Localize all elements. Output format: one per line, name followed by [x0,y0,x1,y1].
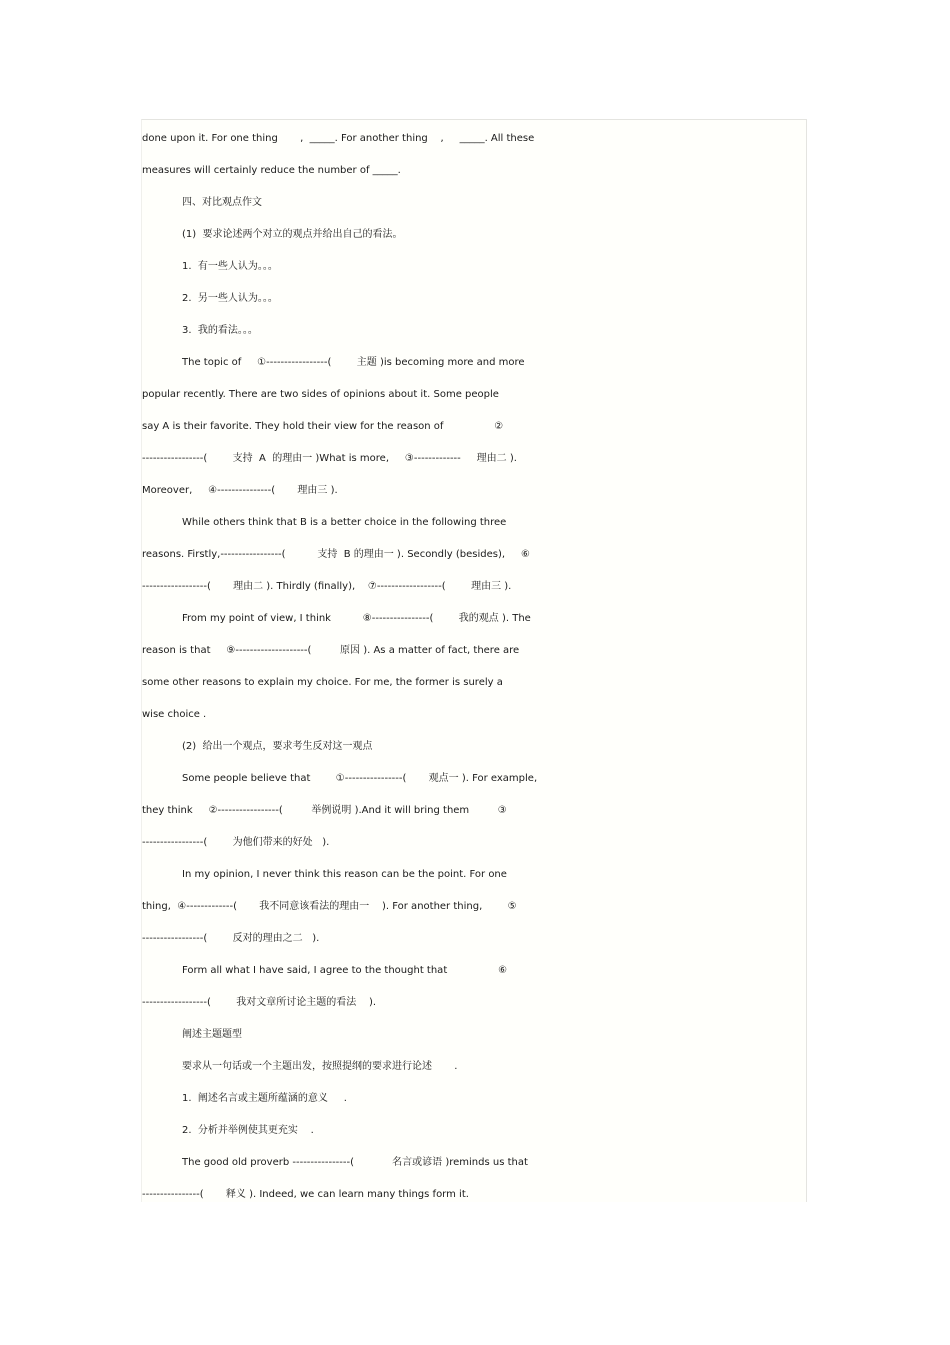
document-page [141,119,807,1202]
text-line: they think ②-----------------( 举例说明 ).And it will bring them ③ [142,805,507,816]
text-line: Form all what I have said, I agree to the thought that ⑥ [182,965,508,976]
text-line: In my opinion, I never think this reason can be the point. For one [182,869,507,880]
text-line: (2) 给出一个观点，要求考生反对这一观点 [182,741,373,752]
list-item: 2. 分析并举例使其更充实 . [182,1125,314,1136]
text-line: 要求从一句话或一个主题出发，按照提纲的要求进行论述 . [182,1061,458,1072]
text-line: -----------------( 为他们带来的好处 ). [142,837,330,848]
text-line: say A is their favorite. They hold their view for the reason of ② [142,421,504,432]
list-item: 3. 我的看法。。。 [182,325,258,336]
text-line: While others think that B is a better choice in the following three [182,517,507,528]
text-line: popular recently. There are two sides of opinions about it. Some people [142,389,499,400]
section-heading: 阐述主题题型 [182,1029,242,1040]
text-line: ------------------( 理由二 ). Thirdly (finally), ⑦------------------( 理由三 ). [142,581,512,592]
text-line: reasons. Firstly,-----------------( 支持 B 的理由一 ). Secondly (besides), ⑥ [142,549,530,560]
text-line: -----------------( 支持 A 的理由一 )What is more, ③------------- 理由二 ). [142,453,517,464]
section-heading: 四、对比观点作文 [182,197,262,208]
list-item: 1. 阐述名言或主题所蕴涵的意义 . [182,1093,347,1104]
list-item: 2. 另一些人认为。。。 [182,293,278,304]
list-item: 1. 有一些人认为。。。 [182,261,278,272]
text-line: reason is that ⑨--------------------( 原因 ). As a matter of fact, there are [142,645,520,656]
text-line: ------------------( 我对文章所讨论主题的看法 ). [142,997,377,1008]
text-line: The good old proverb ----------------( 名言或谚语 )reminds us that [182,1157,528,1168]
text-line: some other reasons to explain my choice. For me, the former is surely a [142,677,503,688]
text-line: (1) 要求论述两个对立的观点并给出自己的看法。 [182,229,403,240]
text-line: Moreover, ④---------------( 理由三 ). [142,485,338,496]
text-line: done upon it. For one thing , _____. For another thing , _____. All these [142,133,535,144]
text-line: wise choice . [142,709,207,720]
text-line: From my point of view, I think ⑧----------------( 我的观点 ). The [182,613,531,624]
text-line: -----------------( 反对的理由之二 ). [142,933,320,944]
text-line: measures will certainly reduce the number of _____. [142,165,401,176]
text-line: ----------------( 释义 ). Indeed, we can learn many things form it. [142,1189,469,1200]
text-line: Some people believe that ①----------------( 观点一 ). For example, [182,773,538,784]
text-line: The topic of ①-----------------( 主题 )is becoming more and more [182,357,525,368]
text-line: thing, ④-------------( 我不同意该看法的理由一 ). For another thing, ⑤ [142,901,517,912]
